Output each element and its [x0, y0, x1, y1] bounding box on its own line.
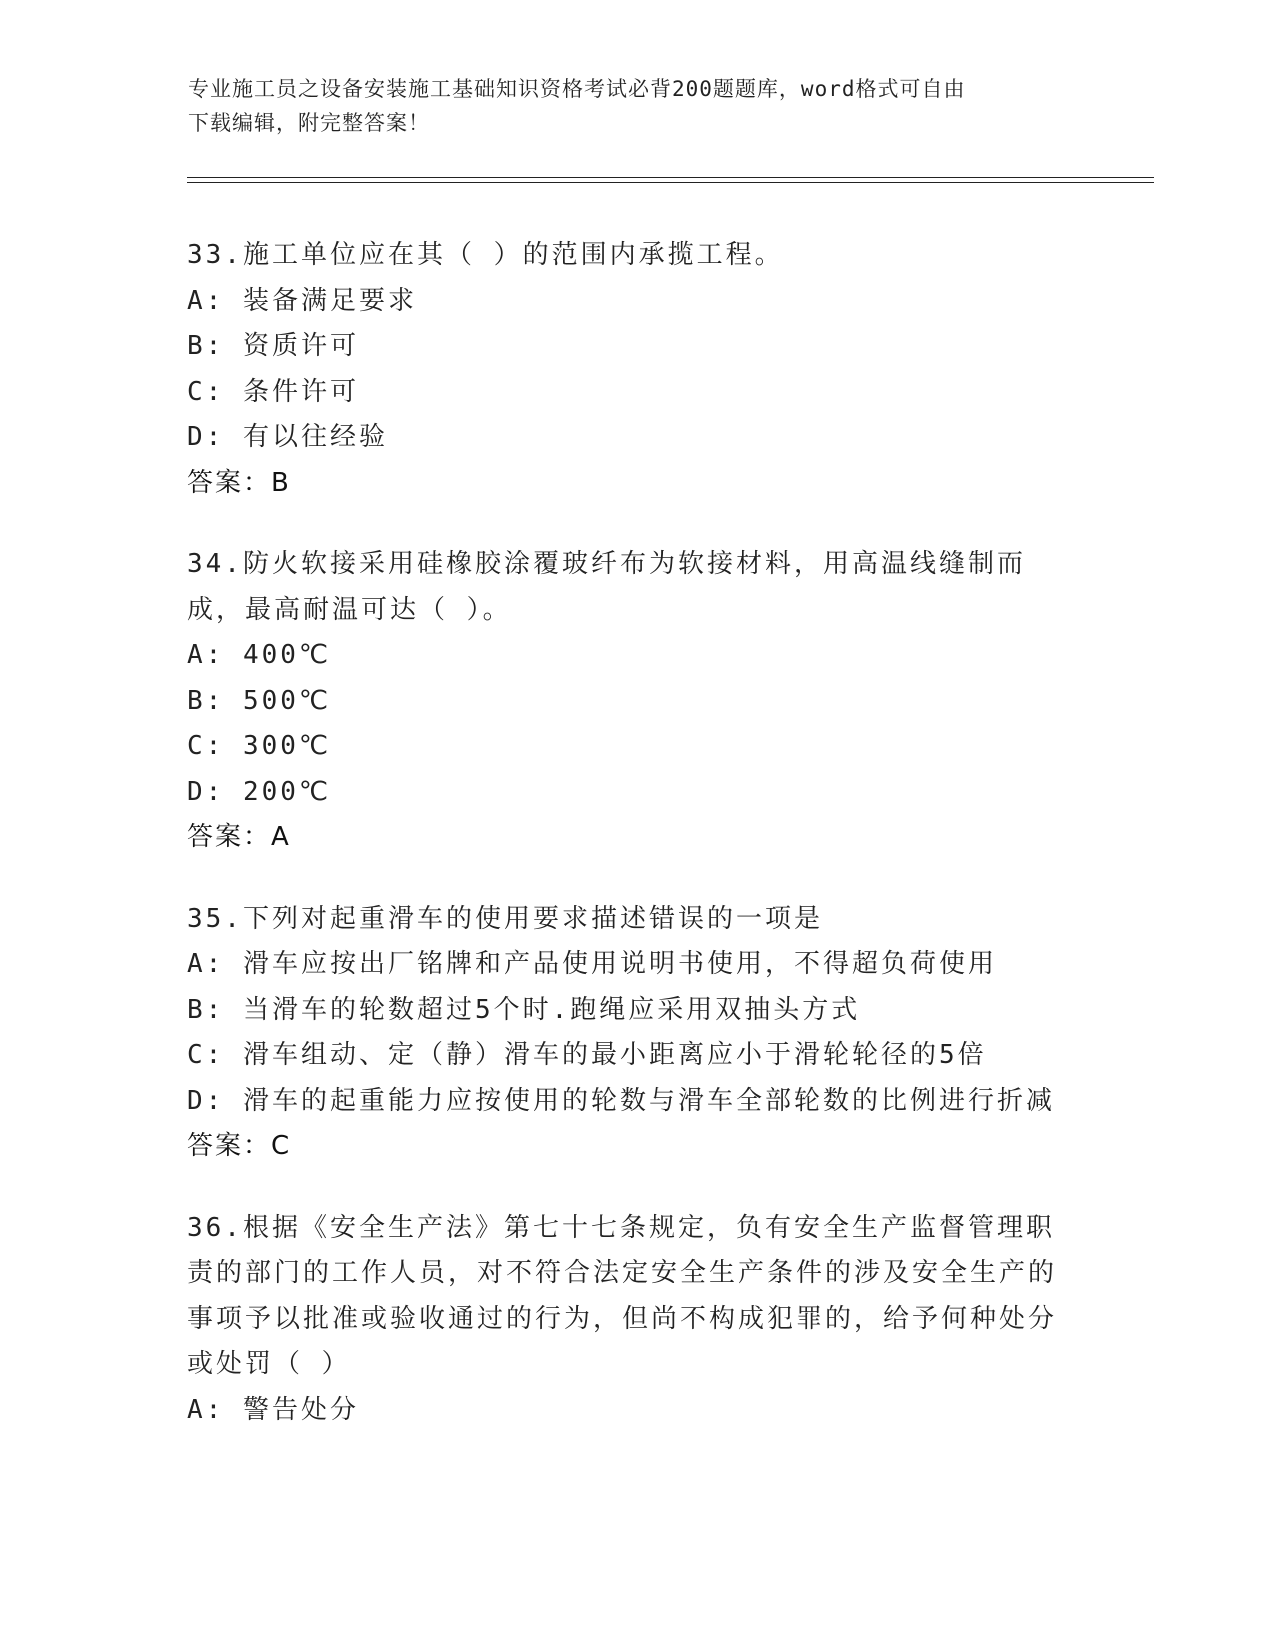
question-stem: 33.施工单位应在其（ ）的范围内承揽工程。 — [187, 240, 784, 270]
question-33 — [187, 233, 1087, 506]
answer-line: 答案：A — [187, 822, 291, 852]
header-divider-bottom — [187, 182, 1154, 183]
question-stem: 34.防火软接采用硅橡胶涂覆玻纤布为软接材料，用高温线缝制而成，最高耐温可达（ ）。 — [187, 549, 1026, 625]
option-c: C: 条件许可 — [187, 376, 359, 407]
option-c: C: 300℃ — [187, 731, 332, 761]
question-36 — [187, 1206, 1087, 1434]
option-b: B: 当滑车的轮数超过5个时.跑绳应采用双抽头方式 — [187, 994, 861, 1025]
option-b: B: 500℃ — [187, 685, 332, 716]
option-a: A: 警告处分 — [187, 1394, 359, 1425]
option-d: D: 滑车的起重能力应按使用的轮数与滑车全部轮数的比例进行折减 — [187, 1085, 1055, 1116]
option-a: A: 400℃ — [187, 640, 332, 670]
answer-line: 答案：C — [187, 1131, 292, 1161]
question-35 — [187, 897, 1087, 1170]
question-34 — [187, 542, 1087, 861]
option-a: A: 装备满足要求 — [187, 285, 417, 316]
question-list — [187, 233, 1087, 1469]
header-line-2: 下载编辑，附完整答案！ — [188, 111, 430, 135]
header-divider-top — [187, 177, 1154, 178]
option-a: A: 滑车应按出厂铭牌和产品使用说明书使用，不得超负荷使用 — [187, 949, 997, 979]
document-header — [188, 72, 1088, 140]
question-stem: 35.下列对起重滑车的使用要求描述错误的一项是 — [187, 903, 823, 934]
question-stem: 36.根据《安全生产法》第七十七条规定，负有安全生产监督管理职责的部门的工作人员，对不符合法定安全生产条件的涉及安全生产的事项予以批准或验收通过的行为，但尚不构成犯罪的，给予何种处分或处罚（ ） — [187, 1212, 1058, 1379]
answer-line: 答案：B — [187, 467, 291, 498]
option-b: B: 资质许可 — [187, 331, 359, 361]
header-line-1: 专业施工员之设备安装施工基础知识资格考试必背200题题库，word格式可自由 — [188, 77, 966, 101]
option-c: C: 滑车组动、定（静）滑车的最小距离应小于滑轮轮径的5倍 — [187, 1040, 987, 1070]
option-d: D: 有以往经验 — [187, 422, 388, 452]
option-d: D: 200℃ — [187, 776, 332, 807]
